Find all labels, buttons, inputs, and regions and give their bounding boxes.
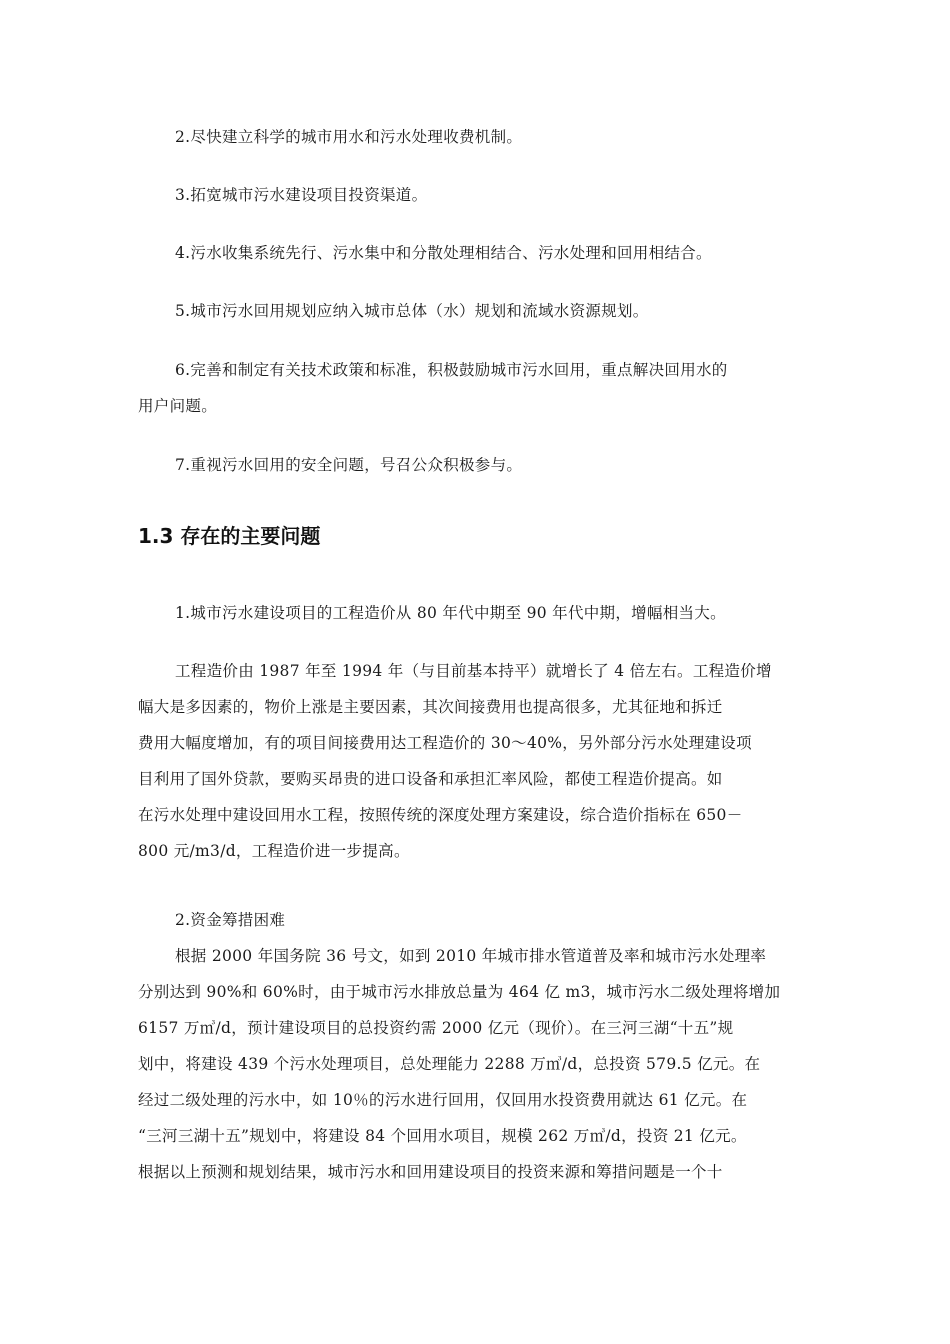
problem-2-body: 根据 2000 年国务院 36 号文，如到 2010 年城市排水管道普及率和城市污水处理率 分别达到 90%和 60%时，由于城市污水排放总量为 464 亿 m3，城市污水二级处理将增加 6157 万㎥/d，预计建设项目的总投资约需 2000 亿元（现价）。在三河三湖“十五”规 划中，将建设 439 个污水处理项目，总处理能力 2288 万㎥/d，总投资 579.5 亿元。在 经过二级处理的污水中，如 10％的污水进行回用，仅回用水投资费用就达 61 亿元。在 “三河三湖十五”规划中，将建设 84 个回用水项目，规模 262 万㎥/d，投资 21 亿元。 根据以上预测和规划结果，城市污水和回用建设项目的投资来源和筹措问题是一个十 xyxy=(138,947,781,1181)
list-item-4: 4.污水收集系统先行、污水集中和分散处理相结合、污水处理和回用相结合。 xyxy=(175,244,712,262)
list-item-6: 6.完善和制定有关技术政策和标准，积极鼓励城市污水回用，重点解决回用水的 用户问题。 xyxy=(138,361,728,415)
list-item-5: 5.城市污水回用规划应纳入城市总体（水）规划和流域水资源规划。 xyxy=(175,302,649,320)
list-item-3: 3.拓宽城市污水建设项目投资渠道。 xyxy=(175,186,428,204)
list-item-2: 2.尽快建立科学的城市用水和污水处理收费机制。 xyxy=(175,128,523,146)
problem-2-title: 2.资金筹措困难 xyxy=(175,911,286,929)
section-heading: 1.3 存在的主要问题 xyxy=(138,524,321,548)
problem-1-body: 工程造价由 1987 年至 1994 年（与目前基本持平）就增长了 4 倍左右。工程造价增 幅大是多因素的，物价上涨是主要因素，其次间接费用也提高很多，尤其征地和拆迁 费用大幅度增加，有的项目间接费用达工程造价的 30～40%，另外部分污水处理建设项 目利用了国外贷款，要购买昂贵的进口设备和承担汇率风险，都使工程造价提高。如 在污水处理中建设回用水工程，按照传统的深度处理方案建设，综合造价指标在 650－ 800 元/m3/d，工程造价进一步提高。 xyxy=(138,662,772,860)
list-item-7: 7.重视污水回用的安全问题，号召公众积极参与。 xyxy=(175,456,523,474)
problem-1-title: 1.城市污水建设项目的工程造价从 80 年代中期至 90 年代中期，增幅相当大。 xyxy=(175,604,726,622)
